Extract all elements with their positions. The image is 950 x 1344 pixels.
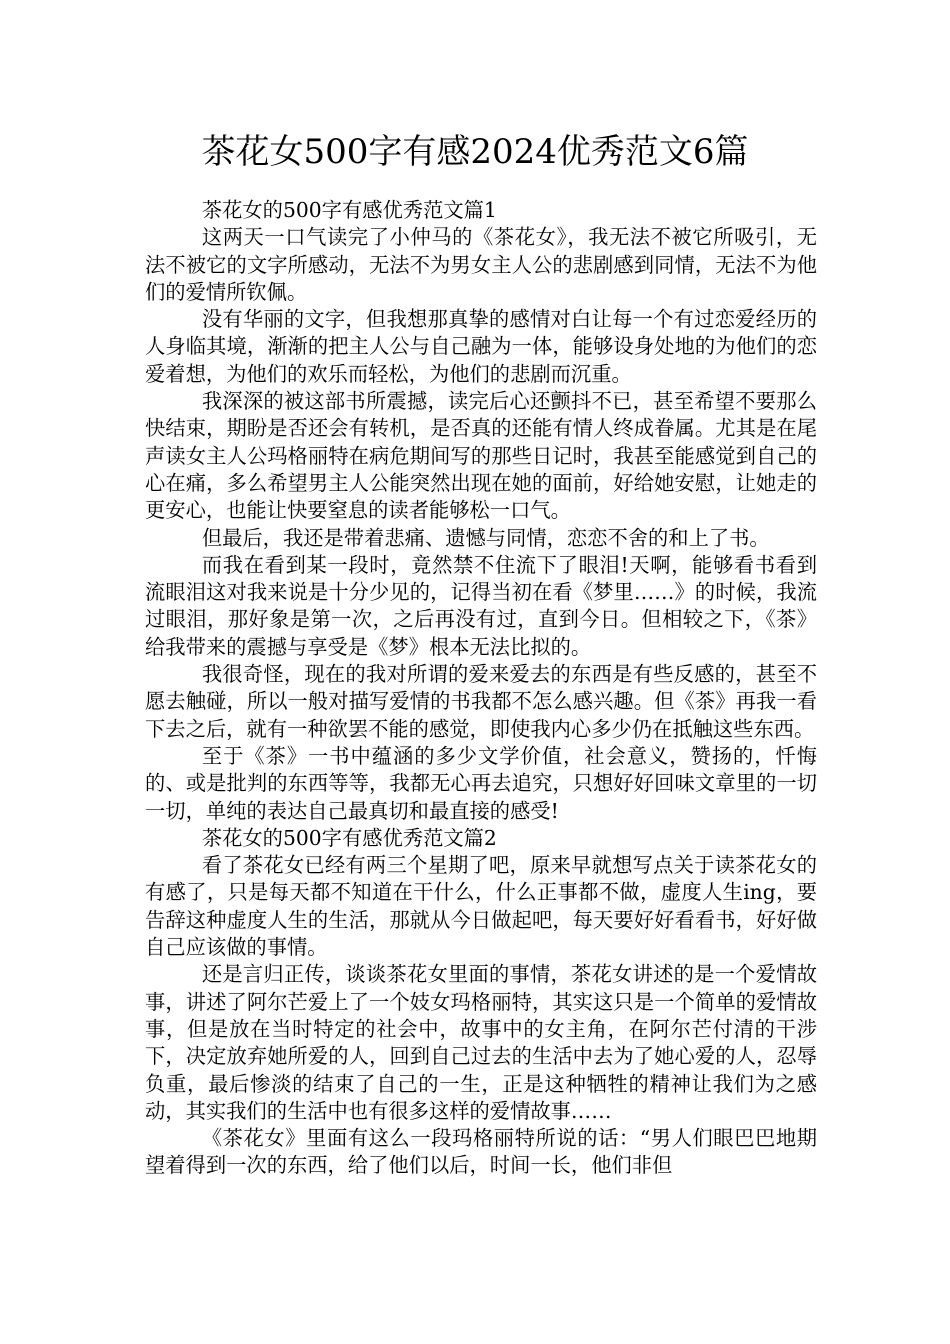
paragraph: 我深深的被这部书所震撼，读完后心还颤抖不已，甚至希望不要那么快结束，期盼是否还会有转机，是否真的还能有情人终成眷属。尤其是在尾声读女主人公玛格丽特在病危期间写的那些日记时，我甚至能感觉到自己的心在痛，多么希望男主人公能突然出现在她的面前，好给她安慰，让她走的更安心，也能让快要窒息的读者能够松一口气。 (145, 389, 817, 523)
paragraph: 《茶花女》里面有这么一段玛格丽特所说的话：“男人们眼巴巴地期望着得到一次的东西，给了他们以后，时间一长，他们非但 (145, 1126, 817, 1178)
paragraph: 这两天一口气读完了小仲马的《茶花女》，我无法不被它所吸引，无法不被它的文字所感动，无法不为男女主人公的悲剧感到同情，无法不为他们的爱情所钦佩。 (145, 225, 817, 304)
paragraph: 看了茶花女已经有两三个星期了吧，原来早就想写点关于读茶花女的有感了，只是每天都不知道在干什么，什么正事都不做，虚度人生ing，要告辞这种虚度人生的生活，那就从今日做起吧，每天要好好看看书，好好做自己应该做的事情。 (145, 853, 817, 960)
paragraph: 至于《茶》一书中蕴涵的多少文学价值，社会意义，赞扬的，忏悔的、或是批判的东西等等，我都无心再去追究，只想好好回味文章里的一切一切，单纯的表达自己最真切和最直接的感受! (145, 743, 817, 823)
paragraph: 我很奇怪，现在的我对所谓的爱来爱去的东西是有些反感的，甚至不愿去触碰，所以一般对描写爱情的书我都不怎么感兴趣。但《茶》再我一看下去之后，就有一种欲罢不能的感觉，即使我内心多少仍在抵触这些东西。 (145, 662, 817, 741)
section-heading-1: 茶花女的500字有感优秀范文篇1 (201, 198, 497, 222)
document-body (145, 197, 817, 1180)
paragraph: 而我在看到某一段时，竟然禁不住流下了眼泪!天啊，能够看书看到流眼泪这对我来说是十分少见的，记得当初在看《梦里……》的时候，我流过眼泪，那好象是第一次，之后再没有过，直到今日。但相较之下，《茶》给我带来的震撼与享受是《梦》根本无法比拟的。 (145, 552, 817, 659)
paragraph: 还是言归正传，谈谈茶花女里面的事情，茶花女讲述的是一个爱情故事，讲述了阿尔芒爱上了一个妓女玛格丽特，其实这只是一个简单的爱情故事，但是放在当时特定的社会中，故事中的女主角，在阿尔芒付清的干涉下，决定放弃她所爱的人，回到自己过去的生活中去为了她心爱的人，忍辱负重，最后惨淡的结束了自己的一生，正是这种牺牲的精神让我们为之感动，其实我们的生活中也有很多这样的爱情故事…… (145, 962, 817, 1123)
paragraph: 没有华丽的文字，但我想那真挚的感情对白让每一个有过恋爱经历的人身临其境，渐渐的把主人公与自己融为一体，能够设身处地的为他们的恋爱着想，为他们的欢乐而轻松，为他们的悲剧而沉重。 (145, 307, 817, 386)
paragraph: 但最后，我还是带着悲痛、遗憾与同情，恋恋不舍的和上了书。 (201, 525, 770, 550)
section-heading-2: 茶花女的500字有感优秀范文篇2 (201, 825, 497, 850)
document-title: 茶花女500字有感2024优秀范文6篇 (201, 132, 749, 172)
